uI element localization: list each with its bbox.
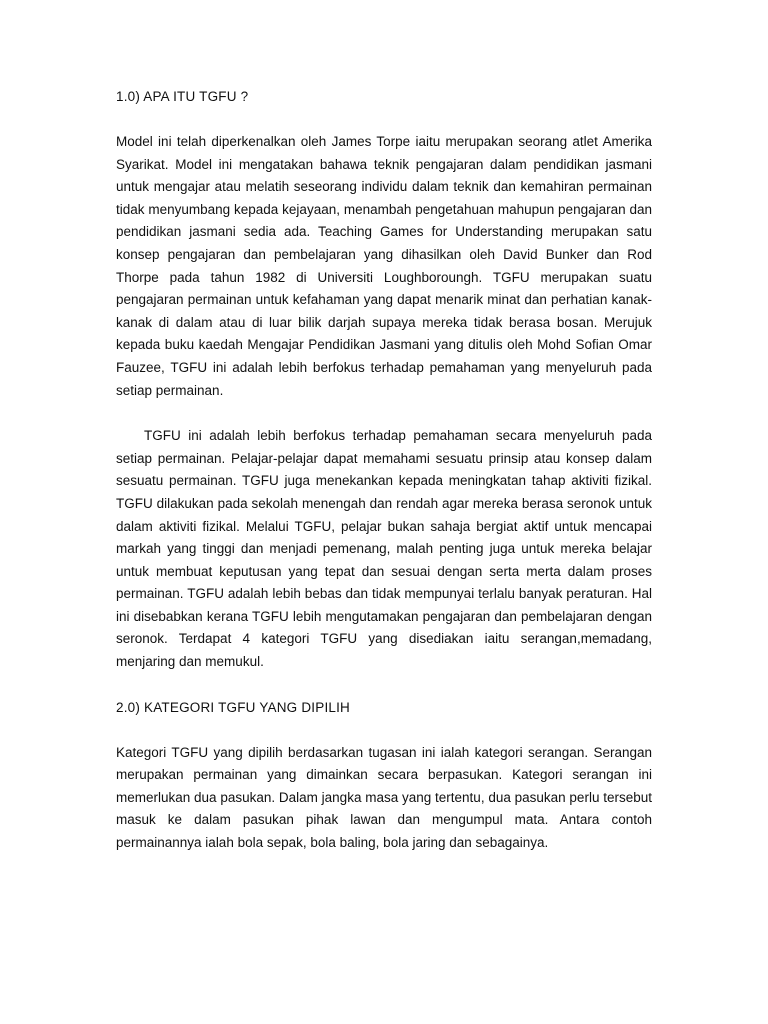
section-1-paragraph-2: TGFU ini adalah lebih berfokus terhadap pemahaman secara menyeluruh pada setiap permainan. Pelajar-pelajar dapat memahami sesuatu prinsip atau konsep dalam sesuatu permainan. TGFU juga menekankan kepada meningkatan tahap aktiviti fizikal. TGFU dilakukan pada sekolah menengah dan rendah agar mereka berasa seronok untuk dalam aktiviti fizikal. Melalui TGFU, pelajar bukan sahaja bergiat aktif untuk mencapai markah yang tinggi dan menjadi pemenang, malah penting juga untuk mereka belajar untuk membuat keputusan yang tepat dan sesuai dengan serta merta dalam proses permainan. TGFU adalah lebih bebas dan tidak mempunyai terlalu banyak peraturan. Hal ini disebabkan kerana TGFU lebih mengutamakan pengajaran dan pembelajaran dengan seronok. Terdapat 4 kategori TGFU yang disediakan iaitu serangan,memadang, menjaring dan memukul. <box>116 428 652 670</box>
section-2-heading: 2.0) KATEGORI TGFU YANG DIPILIH <box>116 699 350 715</box>
section-1-paragraph-1: Model ini telah diperkenalkan oleh James Torpe iaitu merupakan seorang atlet Amerika Syarikat. Model ini mengatakan bahawa teknik pengajaran dalam pendidikan jasmani untuk mengajar atau melatih seseorang individu dalam teknik dan kemahiran permainan tidak menyumbang kepada kejayaan, menambah pengetahuan mahupun pengajaran dan pendidikan jasmani sedia ada. Teaching Games for Understanding merupakan satu konsep pengajaran dan pembelajaran yang dihasilkan oleh David Bunker dan Rod Thorpe pada tahun 1982 di Universiti Loughboroungh. TGFU merupakan suatu pengajaran permainan untuk kefahaman yang dapat menarik minat dan perhatian kanak-kanak di dalam atau di luar bilik darjah supaya mereka tidak berasa bosan. Merujuk kepada buku kaedah Mengajar Pendidikan Jasmani yang ditulis oleh Mohd Sofian Omar Fauzee, TGFU ini adalah lebih berfokus terhadap pemahaman yang menyeluruh pada setiap permainan. <box>116 134 652 398</box>
section-2-paragraph-1: Kategori TGFU yang dipilih berdasarkan tugasan ini ialah kategori serangan. Serangan merupakan permainan yang dimainkan secara berpasukan. Kategori serangan ini memerlukan dua pasukan. Dalam jangka masa yang tertentu, dua pasukan perlu tersebut masuk ke dalam pasukan pihak lawan dan mengumpul mata. Antara contoh permainannya ialah bola sepak, bola baling, bola jaring dan sebagainya. <box>116 744 652 851</box>
document-page <box>116 86 652 855</box>
section-1-heading: 1.0) APA ITU TGFU ? <box>116 89 249 104</box>
